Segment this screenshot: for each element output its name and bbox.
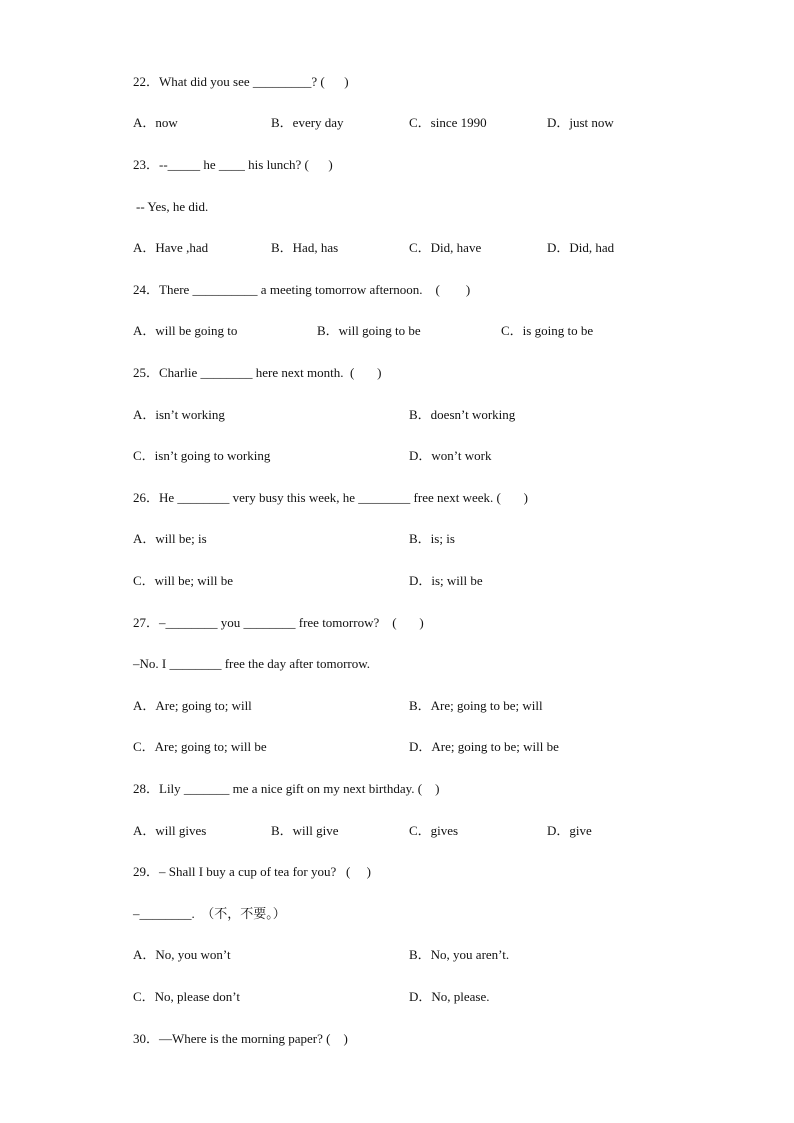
option-23-d: D．Did, had <box>547 240 615 255</box>
question-27-stem: 27．–________ you ________ free tomorrow? ( ) <box>133 615 424 630</box>
option-22-d: D．just now <box>547 115 614 130</box>
question-25-stem: 25．Charlie ________ here next month. ( ) <box>133 365 382 380</box>
option-22-b: B．every day <box>271 115 344 130</box>
option-28-d: D．give <box>547 823 592 838</box>
option-22-c: C．since 1990 <box>409 115 487 130</box>
option-29-d: D．No, please. <box>409 989 490 1004</box>
option-26-a: A．will be; is <box>133 531 207 546</box>
option-23-a: A．Have ,had <box>133 240 209 255</box>
option-27-b: B．Are; going to be; will <box>409 698 543 713</box>
option-29-b: B．No, you aren’t. <box>409 947 510 962</box>
option-24-a: A．will be going to <box>133 323 238 338</box>
option-24-b: B．will going to be <box>317 323 421 338</box>
option-24-c: C．is going to be <box>501 323 594 338</box>
option-27-c: C．Are; going to; will be <box>133 739 267 754</box>
option-25-b: B．doesn’t working <box>409 407 516 422</box>
question-27-reply: –No. I ________ free the day after tomorrow. <box>133 656 371 671</box>
option-27-d: D．Are; going to be; will be <box>409 739 559 754</box>
question-24-stem: 24．There __________ a meeting tomorrow afternoon. ( ) <box>133 282 471 297</box>
question-23-stem: 23．--_____ he ____ his lunch? ( ) <box>133 157 333 172</box>
option-27-a: A．Are; going to; will <box>133 698 252 713</box>
question-30-stem: 30．—Where is the morning paper? ( ) <box>133 1031 348 1046</box>
option-23-b: B．Had, has <box>271 240 339 255</box>
question-29-reply: –________. （不，不要。） <box>133 906 286 921</box>
option-25-d: D．won’t work <box>409 448 492 463</box>
option-25-c: C．isn’t going to working <box>133 448 271 463</box>
option-22-a: A．now <box>133 115 178 130</box>
option-26-c: C．will be; will be <box>133 573 234 588</box>
option-26-b: B．is; is <box>409 531 455 546</box>
question-26-stem: 26．He ________ very busy this week, he ________ free next week. ( ) <box>133 490 528 505</box>
option-23-c: C．Did, have <box>409 240 482 255</box>
question-23-reply: -- Yes, he did. <box>136 199 209 214</box>
option-28-b: B．will give <box>271 823 339 838</box>
question-22-stem: 22．What did you see _________? ( ) <box>133 74 349 89</box>
option-29-a: A．No, you won’t <box>133 947 231 962</box>
option-29-c: C．No, please don’t <box>133 989 240 1004</box>
question-28-stem: 28．Lily _______ me a nice gift on my next birthday. ( ) <box>133 781 440 796</box>
option-28-c: C．gives <box>409 823 459 838</box>
question-29-stem: 29．– Shall I buy a cup of tea for you? ( ) <box>133 864 371 879</box>
option-26-d: D．is; will be <box>409 573 483 588</box>
option-28-a: A．will gives <box>133 823 207 838</box>
option-25-a: A．isn’t working <box>133 407 225 422</box>
